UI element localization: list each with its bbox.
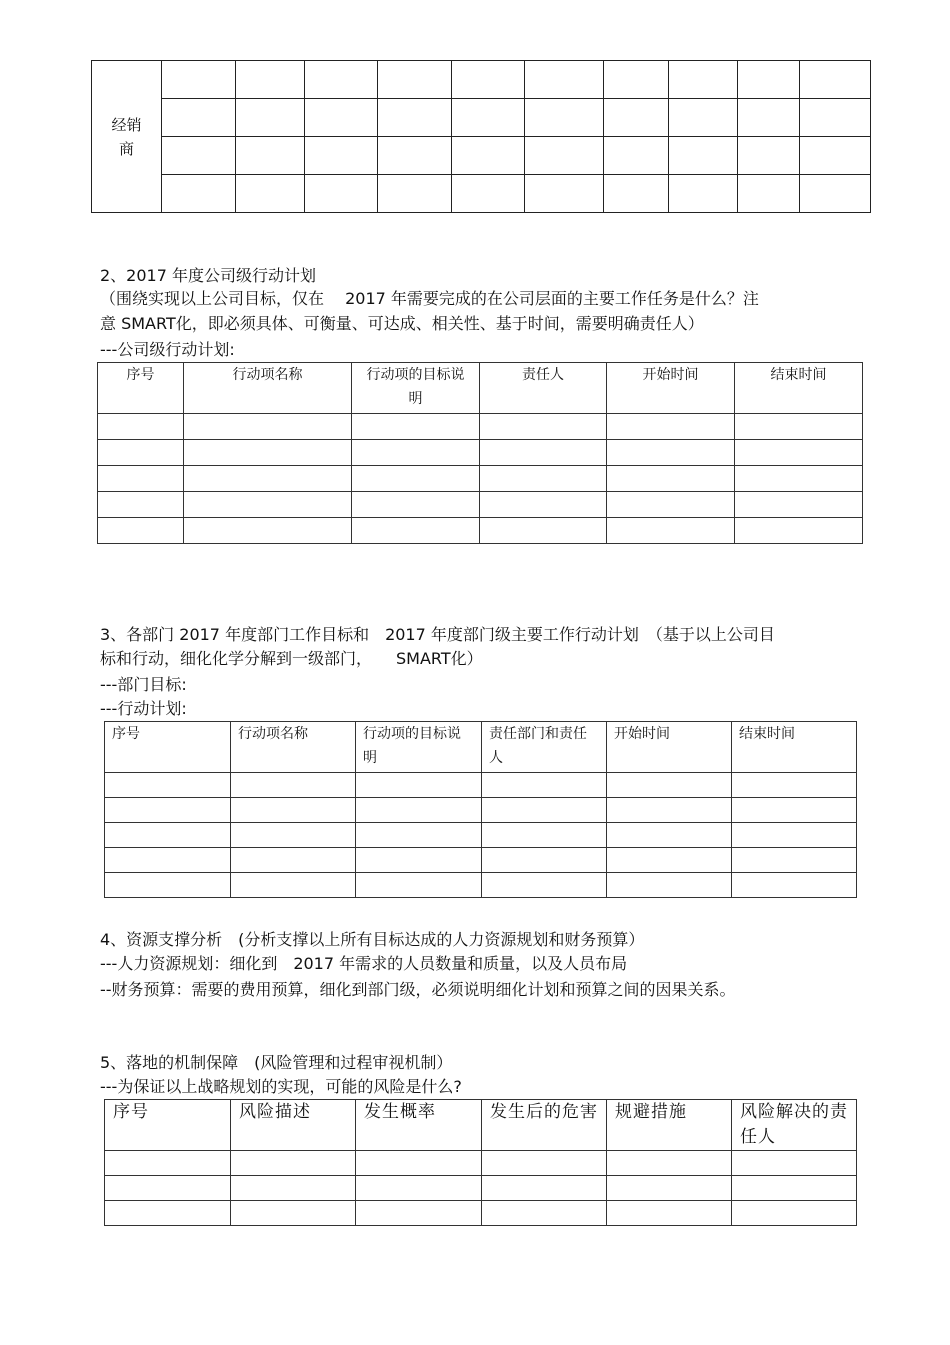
table-row: [105, 873, 857, 898]
section2-sub-label: ---公司级行动计划:: [100, 340, 235, 359]
table-header-cell: 行动项名称: [231, 722, 356, 773]
section3-heading-line2: 标和行动，细化化学分解到一级部门， SMART化）: [100, 649, 483, 668]
section5-sub-label: ---为保证以上战略规划的实现，可能的风险是什么?: [100, 1077, 462, 1096]
table-header-cell: 行动项名称: [184, 363, 352, 414]
table-row: [105, 773, 857, 798]
table-header-cell: 责任部门和责任人: [482, 722, 607, 773]
table-row: [105, 1201, 857, 1226]
table-header-cell: 序号: [105, 1100, 231, 1151]
table-header-cell: 风险描述: [231, 1100, 356, 1151]
table-header-cell: 开始时间: [607, 363, 735, 414]
table-row: [105, 823, 857, 848]
table-header-cell: 开始时间: [607, 722, 732, 773]
table-row: [105, 798, 857, 823]
table-header-cell: 行动项的目标说明: [356, 722, 482, 773]
table-header-cell: 行动项的目标说明: [352, 363, 480, 414]
section4-finance-line: --财务预算：需要的费用预算，细化到部门级，必须说明细化计划和预算之间的因果关系。: [100, 980, 736, 999]
section2-heading: 2、2017 年度公司级行动计划: [100, 266, 316, 285]
table-header-cell: 风险解决的责任人: [732, 1100, 857, 1151]
table-header-cell: 结束时间: [735, 363, 863, 414]
table-row: [105, 1151, 857, 1176]
table-row: [98, 440, 863, 466]
table-row: [98, 466, 863, 492]
risk-table: [104, 1099, 857, 1226]
section4-hr-line: ---人力资源规划：细化到 2017 年需求的人员数量和质量，以及人员布局: [100, 954, 628, 973]
table-header-cell: 责任人: [480, 363, 607, 414]
table-header-cell: 序号: [105, 722, 231, 773]
company-action-plan-table: [97, 362, 863, 544]
section3-sub-label-goals: ---部门目标:: [100, 675, 187, 694]
section2-desc-line2: 意 SMART化，即必须具体、可衡量、可达成、相关性、基于时间，需要明确责任人）: [100, 314, 704, 333]
table-row: [105, 848, 857, 873]
table-header-cell: 结束时间: [732, 722, 857, 773]
section5-heading: 5、落地的机制保障 (风险管理和过程审视机制）: [100, 1053, 453, 1072]
table-row: [105, 1176, 857, 1201]
table-header-cell: 规避措施: [607, 1100, 732, 1151]
table-header-cell: 序号: [98, 363, 184, 414]
table-header-cell: 发生后的危害: [482, 1100, 607, 1151]
department-action-plan-table: [104, 721, 857, 898]
dealer-row-label: 经销商: [92, 61, 162, 213]
table-row: [98, 492, 863, 518]
table-row: [98, 414, 863, 440]
section2-desc-line1: （围绕实现以上公司目标，仅在 2017 年需要完成的在公司层面的主要工作任务是什么？注: [100, 289, 759, 308]
table-header-cell: 发生概率: [356, 1100, 482, 1151]
table-row: [98, 518, 863, 544]
dealer-table: [91, 60, 871, 213]
section4-heading: 4、资源支撑分析 (分析支撑以上所有目标达成的人力资源规划和财务预算）: [100, 930, 645, 949]
section3-heading-line1: 3、各部门 2017 年度部门工作目标和 2017 年度部门级主要工作行动计划 （基于以上公司目: [100, 625, 775, 644]
section3-sub-label-plan: ---行动计划:: [100, 699, 187, 718]
